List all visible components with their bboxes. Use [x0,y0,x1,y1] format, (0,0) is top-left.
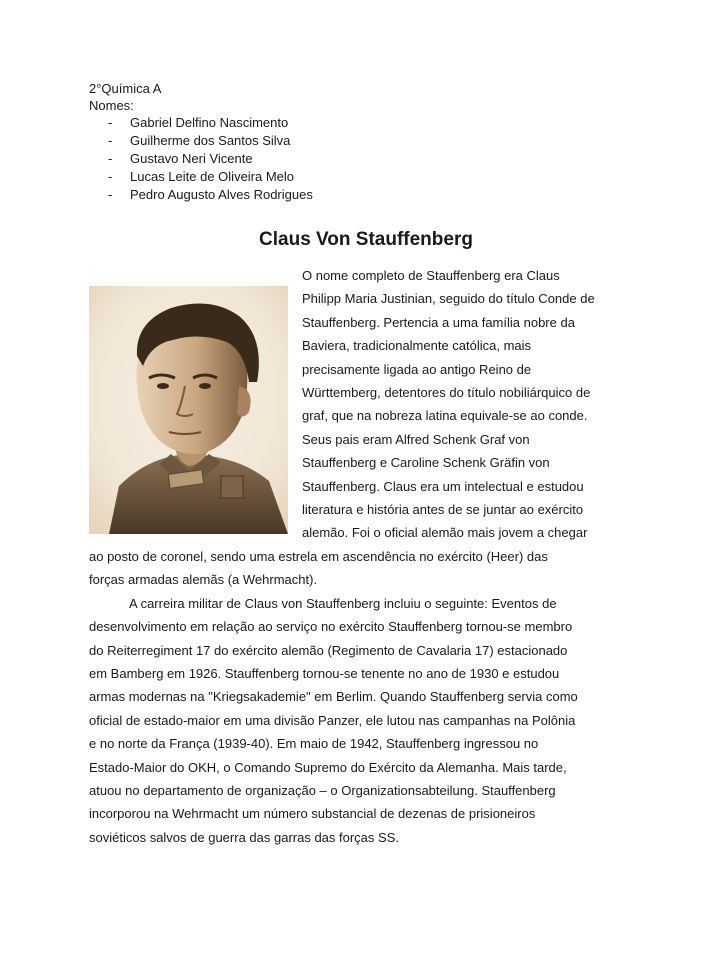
student-name: Guilherme dos Santos Silva [130,133,291,148]
portrait-photo [89,286,288,534]
student-name: Gustavo Neri Vicente [130,151,253,166]
document-title: Claus Von Stauffenberg [259,229,473,250]
text-line: e no norte da França (1939-40). Em maio de 1942, Stauffenberg ingressou no [89,736,539,752]
list-dash: - [108,115,113,130]
list-item [89,186,313,204]
text-line: Estado-Maior do OKH, o Comando Supremo do Exército da Alemanha. Mais tarde, [89,759,567,775]
text-line: Seus pais eram Alfred Schenk Graf von [302,431,530,447]
list-dash: - [108,151,113,166]
text-line: Stauffenberg. Pertencia a uma família nobre da [302,314,575,330]
document-header [89,80,313,204]
portrait-illustration [89,286,288,534]
text-line: alemão. Foi o oficial alemão mais jovem a chegar [302,525,588,541]
names-label: Nomes: [89,98,134,113]
text-line: Baviera, tradicionalmente católica, mais [302,338,532,354]
text-line: Philipp Maria Justinian, seguido do título Conde de [302,291,595,307]
class-label: 2°Química A [89,81,162,96]
text-line: Württemberg, detentores do título nobiliárquico de [302,384,591,400]
text-line: soviéticos salvos de guerra das garras das forças SS. [89,829,399,845]
student-name: Gabriel Delfino Nascimento [130,115,289,130]
student-name: Lucas Leite de Oliveira Melo [130,169,295,184]
paragraph-1-wrapped [302,264,642,545]
student-name: Pedro Augusto Alves Rodrigues [130,187,313,202]
body-full-width [89,545,649,849]
text-line: forças armadas alemãs (a Wehrmacht). [89,572,318,588]
list-dash: - [108,187,113,202]
text-line: do Reiterregiment 17 do exército alemão (Regimento de Cavalaria 17) estacionado [89,642,568,658]
text-line: O nome completo de Stauffenberg era Claus [302,268,560,283]
list-item [89,114,313,132]
text-line: oficial de estado-maior em uma divisão Panzer, ele lutou nas campanhas na Polônia [89,712,576,728]
text-line: em Bamberg em 1926. Stauffenberg tornou-se tenente no ano de 1930 e estudou [89,665,560,681]
text-line: graf, que na nobreza latina equivale-se ao conde. [302,408,588,424]
list-dash: - [108,169,113,184]
text-line: A carreira militar de Claus von Stauffenberg incluiu o seguinte: Eventos de [129,595,557,611]
text-line: armas modernas na "Kriegsakademie" em Berlim. Quando Stauffenberg servia como [89,689,578,705]
names-list [89,114,313,204]
text-line: desenvolvimento em relação ao serviço no exército Stauffenberg tornou-se membro [89,619,573,635]
text-line: incorporou na Wehrmacht um número substancial de dezenas de prisioneiros [89,806,536,822]
text-line: ao posto de coronel, sendo uma estrela em ascendência no exército (Heer) das [89,549,548,564]
list-dash: - [108,133,113,148]
list-item [89,168,313,186]
list-item [89,150,313,168]
text-line: Stauffenberg. Claus era um intelectual e estudou [302,478,584,494]
text-line: precisamente ligada ao antigo Reino de [302,361,532,377]
text-line: Stauffenberg e Caroline Schenk Gräfin von [302,455,550,471]
text-line: atuou no departamento de organização – o Organizationsabteilung. Stauffenberg [89,782,556,798]
text-line: literatura e história antes de se juntar ao exército [302,501,584,517]
list-item [89,132,313,150]
